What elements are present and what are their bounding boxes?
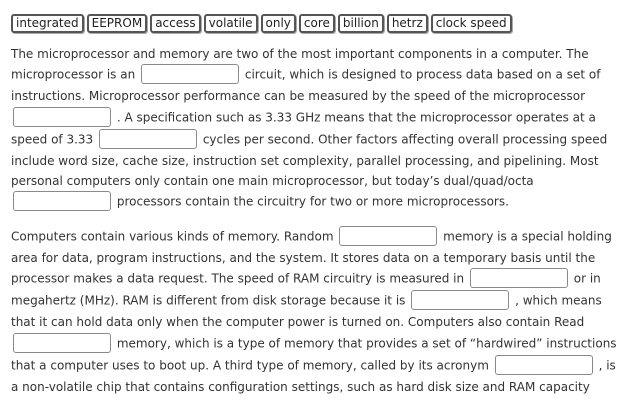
word-bank (11, 14, 512, 33)
word-chip-core[interactable]: core (299, 14, 335, 33)
drop-blank-8[interactable] (13, 333, 111, 353)
paragraph-text: memory is a special holding area for data, program instructions, and the system. It stores data on a temporary basis until the processor makes a data request. The speed of RAM circuitry is measured in (11, 229, 612, 286)
paragraph-microprocessor (11, 44, 623, 213)
paragraph-text: . A specification such as 3.33 GHz means that the microprocessor operates at a speed of 3.33 (11, 110, 596, 147)
paragraph-text: Computers contain various kinds of memory. Random (11, 229, 334, 244)
drop-blank-7[interactable] (411, 290, 509, 310)
drop-blank-6[interactable] (470, 268, 568, 288)
word-chip-integrated[interactable]: integrated (11, 14, 84, 33)
word-chip-hetrz[interactable]: hetrz (387, 14, 428, 33)
word-chip-only[interactable]: only (261, 14, 296, 33)
word-chip-eeprom[interactable]: EEPROM (87, 14, 148, 33)
paragraph-text: The microprocessor and memory are two of the most important components in a computer. The microprocessor is an (11, 47, 589, 82)
paragraph-text: , is a non-volatile chip that contains configuration settings, such as hard disk size and RAM capacity (11, 358, 616, 394)
drop-blank-1[interactable] (141, 64, 239, 84)
paragraph-memory (11, 226, 623, 397)
word-chip-billion[interactable]: billion (338, 14, 384, 33)
drop-blank-9[interactable] (495, 355, 593, 375)
drop-blank-4[interactable] (13, 191, 111, 211)
word-chip-volatile[interactable]: volatile (204, 14, 258, 33)
paragraph-text: circuit, which is designed to process data based on a set of instructions. Microprocessor performance can be measured by the speed of the microprocessor (11, 67, 601, 104)
paragraph-text: processors contain the circuitry for two or more microprocessors. (116, 194, 509, 209)
drop-blank-2[interactable] (13, 107, 111, 127)
paragraph-text: memory, which is a type of memory that provides a set of “hardwired” instructions that a computer uses to boot up. A third type of memory, called by its acronym (11, 336, 617, 373)
paragraph-text: cycles per second. Other factors affecting overall processing speed include word size, cache size, instruction set complexity, parallel processing, and pipelining. Most personal computers only contain one main microprocessor, but today’s dual/quad/octa (11, 132, 608, 188)
word-chip-access[interactable]: access (150, 14, 200, 33)
word-chip-clock-speed[interactable]: clock speed (431, 14, 512, 33)
paragraph-text: , which means that it can hold data only when the computer power is turned on. Computers also contain Read (11, 293, 602, 330)
paragraph-text: or in megahertz (MHz). RAM is different from disk storage because it is (11, 271, 601, 308)
drop-blank-3[interactable] (99, 129, 197, 149)
drop-blank-5[interactable] (339, 226, 437, 246)
